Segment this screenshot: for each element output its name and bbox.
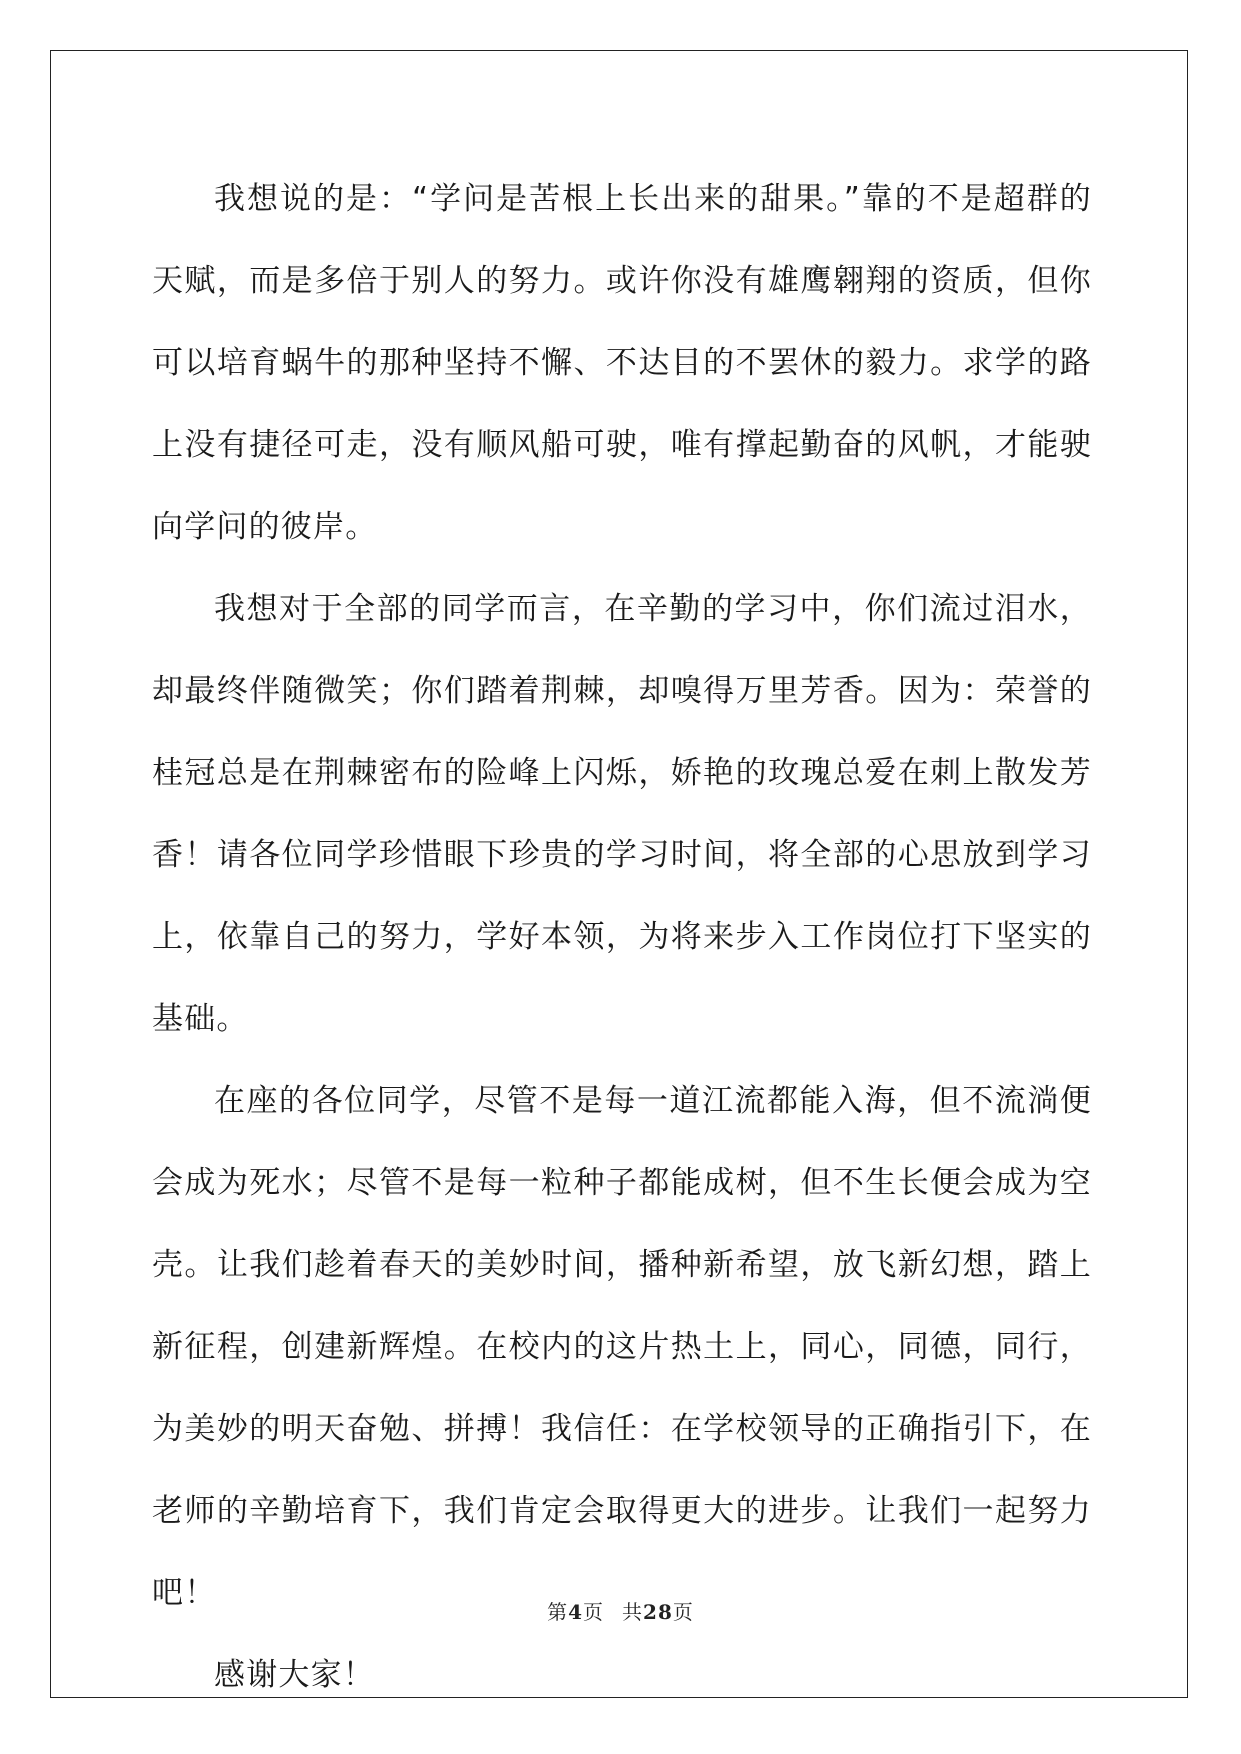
paragraph-4: 感谢大家！ — [214, 1657, 375, 1693]
current-page-number: 4 — [568, 1600, 584, 1624]
total-suffix: 页 — [672, 1600, 694, 1624]
total-prefix: 共 — [622, 1600, 644, 1624]
paragraph-1: 我想说的是：“学问是苦根上长出来的甜果。”靠的不是超群的天赋，而是多倍于别人的努力。或许你没有雄鹰翱翔的资质，但你可以培育蜗牛的那种坚持不懈、不达目的不罢休的毅力。求学的路上没有捷径可走，没有顺风船可驶，唯有撑起勤奋的风帆，才能驶向学问的彼岸。 — [152, 181, 1092, 545]
document-body — [152, 158, 1092, 1716]
paragraph-3: 在座的各位同学，尽管不是每一道江流都能入海，但不流淌便会成为死水；尽管不是每一粒种子都能成树，但不生长便会成为空壳。让我们趁着春天的美妙时间，播种新希望，放飞新幻想，踏上新征程，创建新辉煌。在校内的这片热土上，同心，同德，同行，为美妙的明天奋勉、拼搏！我信任：在学校领导的正确指引下，在老师的辛勤培育下，我们肯定会取得更大的进步。让我们一起努力吧！ — [152, 1083, 1092, 1611]
page-number-footer — [0, 1596, 1241, 1625]
page-suffix: 页 — [583, 1600, 605, 1624]
page-prefix: 第 — [547, 1600, 569, 1624]
paragraph-2: 我想对于全部的同学而言，在辛勤的学习中，你们流过泪水，却最终伴随微笑；你们踏着荆棘，却嗅得万里芳香。因为：荣誉的桂冠总是在荆棘密布的险峰上闪烁，娇艳的玫瑰总爱在刺上散发芳香！请各位同学珍惜眼下珍贵的学习时间，将全部的心思放到学习上，依靠自己的努力，学好本领，为将来步入工作岗位打下坚实的基础。 — [152, 591, 1092, 1037]
total-page-count: 28 — [643, 1600, 673, 1624]
